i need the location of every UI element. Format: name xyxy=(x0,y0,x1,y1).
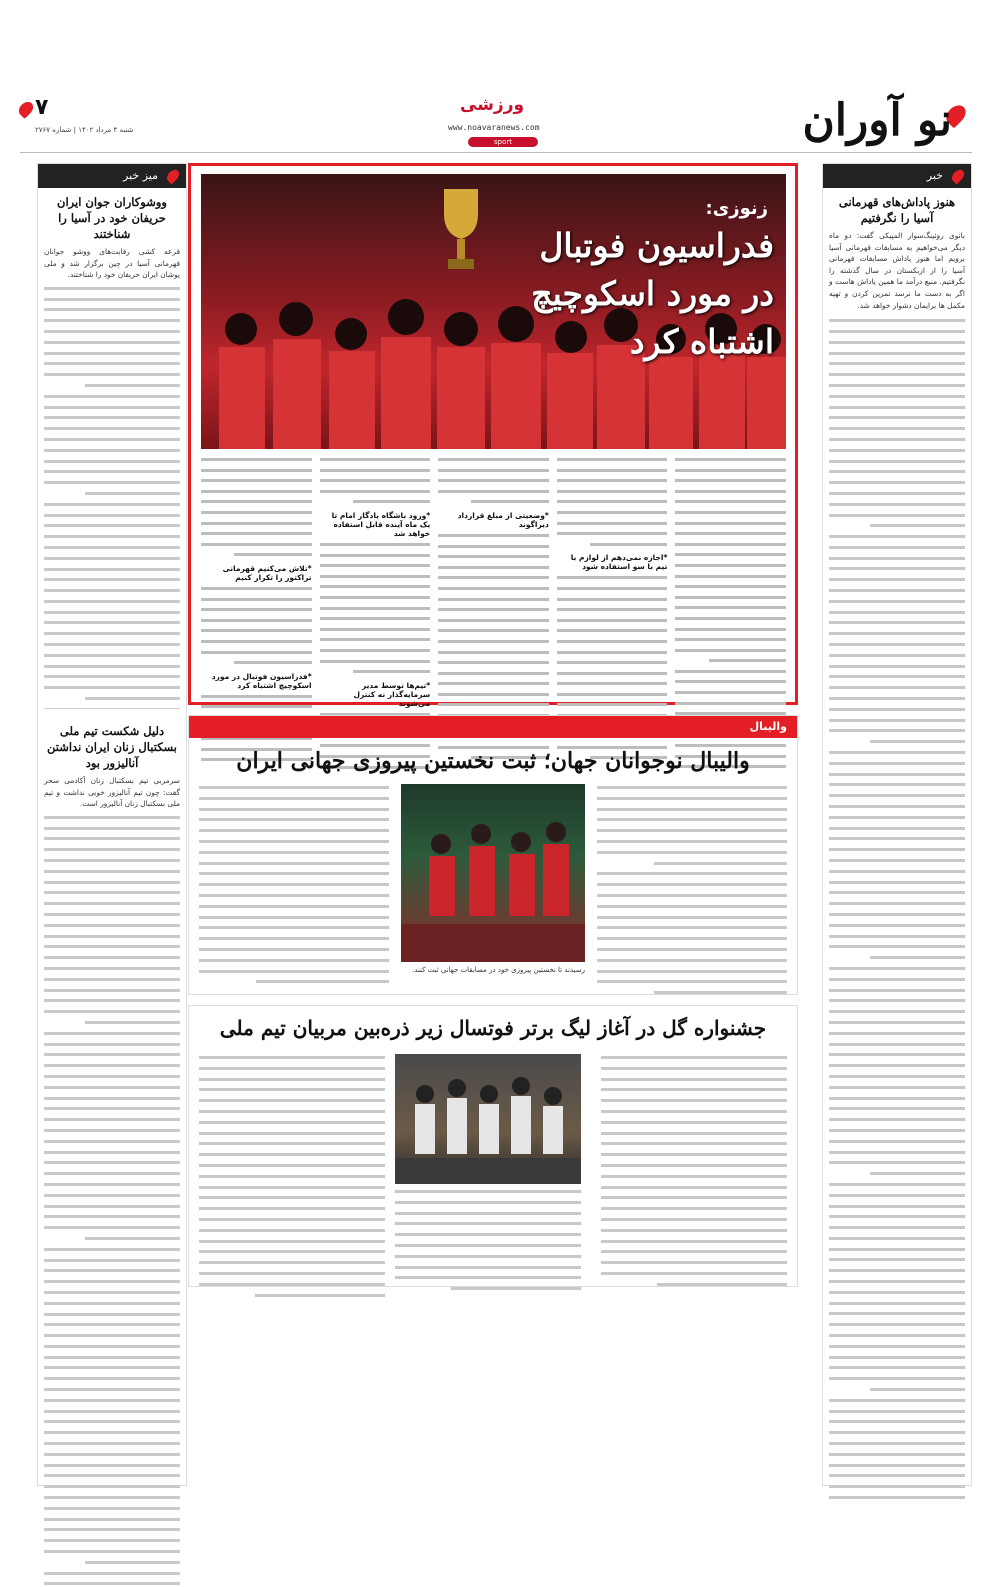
futsal-crowd-image xyxy=(395,1054,581,1184)
right-column-lead: بانوی روئینگ‌سوار المپیکی گفت: دو ماه دیگر می‌خواهیم به مسابقات قهرمانی آسیا برویم اما هنوز پاداش مسابقات قهرمانی آسیا را از ازبکستان در سال گذشته را نگرفتیم. منبع درآمد ما همین پاداش هاست و اگر به دست ما نرسد تمرین کردن و تهیه مکمل ها برایمان دشوار خواهد شد. xyxy=(829,231,965,310)
right-column-header xyxy=(823,164,971,188)
left-column-body-2 xyxy=(38,816,186,1587)
brand-drop-icon xyxy=(950,168,967,185)
brand-drop-icon xyxy=(165,168,182,185)
feature-subhead-6: *اجازه نمی‌دهم از لوازم با تیم با سو استفاده شود xyxy=(570,553,668,572)
feature-body-col-3 xyxy=(438,458,549,694)
column-divider xyxy=(44,708,180,709)
left-column-body-1 xyxy=(38,287,186,700)
newspaper-logo[interactable]: نو آوران xyxy=(802,95,952,146)
volleyball-photo-caption: رسیدند تا نخستین پیروزی خود در مسابقات جهانی ثبت کنند. xyxy=(412,966,585,974)
left-column-lead-2: سرمربی تیم بسکتبال زنان آکادمی سحر گفت: چون تیم آنالیزور خوبی نداشت و تیم ملی بسکتبال زنان آنالیزور است. xyxy=(44,776,180,809)
futsal-body-center xyxy=(395,1190,581,1298)
feature-body-col-4 xyxy=(320,458,431,708)
volleyball-photo[interactable] xyxy=(401,784,585,962)
futsal-body-right xyxy=(601,1056,787,1294)
feature-subhead-5: *تیم‌ها توسط مدیر سرمایه‌گذار نه کنترل می‌شوند xyxy=(353,680,431,708)
feature-body xyxy=(201,458,786,708)
right-column-header-label: خبر xyxy=(926,169,943,182)
left-column-lead-1: قرعه کشی رقابت‌های ووشو جوانان قهرمانی آسیا در چین برگزار شد و ملی پوشان ایران حریفان خود را شناختند. xyxy=(44,247,180,280)
volleyball-story xyxy=(188,715,798,995)
feature-headline[interactable]: فدراسیون فوتبال در مورد اسکوچیچ اشتباه کرد xyxy=(531,226,774,361)
futsal-story xyxy=(188,1005,798,1287)
left-column-title-1[interactable]: ووشوکاران جوان ایران حریفان خود در آسیا را شناختند xyxy=(57,195,167,241)
right-column-body xyxy=(823,319,971,1499)
header-divider xyxy=(20,152,972,153)
futsal-headline[interactable]: جشنواره گل در آغاز لیگ برتر فوتسال زیر ذره‌بین مربیان تیم ملی xyxy=(219,1016,767,1040)
section-title: ورزشی xyxy=(460,95,525,115)
left-news-column xyxy=(37,163,187,1486)
left-column-header-label: میز خبر xyxy=(123,169,158,182)
feature-subhead-1: *ورود باشگاه یادگار امام تا یک ماه آینده قابل استفاده خواهد شد xyxy=(331,510,431,538)
volleyball-body-left xyxy=(199,786,389,991)
site-url[interactable]: www.noavaranews.com xyxy=(448,123,540,132)
volleyball-body-right xyxy=(597,786,787,1002)
feature-subhead-4: *وضعیتی از مبلغ قرارداد دیراگوند xyxy=(457,510,549,529)
left-column-header xyxy=(38,164,186,188)
futsal-body-left xyxy=(199,1056,385,1304)
feature-subhead-3: *فدراسیون فوتبال در مورد اسکوچیچ اشتباه کرد xyxy=(211,671,312,690)
right-column-title[interactable]: هنوز پاداش‌های قهرمانی آسیا را نگرفتیم xyxy=(838,195,956,225)
masthead xyxy=(0,0,992,160)
volleyball-section-band xyxy=(189,716,797,738)
feature-body-col-5 xyxy=(201,458,312,694)
feature-body-col-2 xyxy=(557,458,668,694)
futsal-photo[interactable] xyxy=(395,1054,581,1184)
left-column-title-2[interactable]: دلیل شکست تیم ملی بسکتبال زنان ایران نداشتن آنالیزور بود xyxy=(47,724,177,771)
volleyball-players-image xyxy=(401,784,585,962)
feature-subhead-2: *تلاش می‌کنیم قهرمانی تراکتور را تکرار کنیم xyxy=(222,563,312,582)
feature-kicker: زنوزی: xyxy=(705,198,768,219)
feature-story xyxy=(188,163,798,708)
issue-line: شنبه ۴ مرداد ۱۴۰۲ | شماره ۲۷۶۷ xyxy=(35,126,134,134)
volleyball-headline[interactable]: والیبال نوجوانان جهان؛ ثبت نخستین پیروزی جهانی ایران xyxy=(236,748,750,774)
volleyball-section-label: والیبال xyxy=(749,720,787,733)
right-news-column xyxy=(822,163,972,1486)
page-mark-icon xyxy=(16,99,36,119)
page-number: ۷ xyxy=(35,95,49,120)
section-label-en: sport xyxy=(468,137,538,147)
feature-body-col-1 xyxy=(675,458,786,694)
hero-photo[interactable] xyxy=(201,174,786,449)
trophy-icon xyxy=(436,184,486,279)
